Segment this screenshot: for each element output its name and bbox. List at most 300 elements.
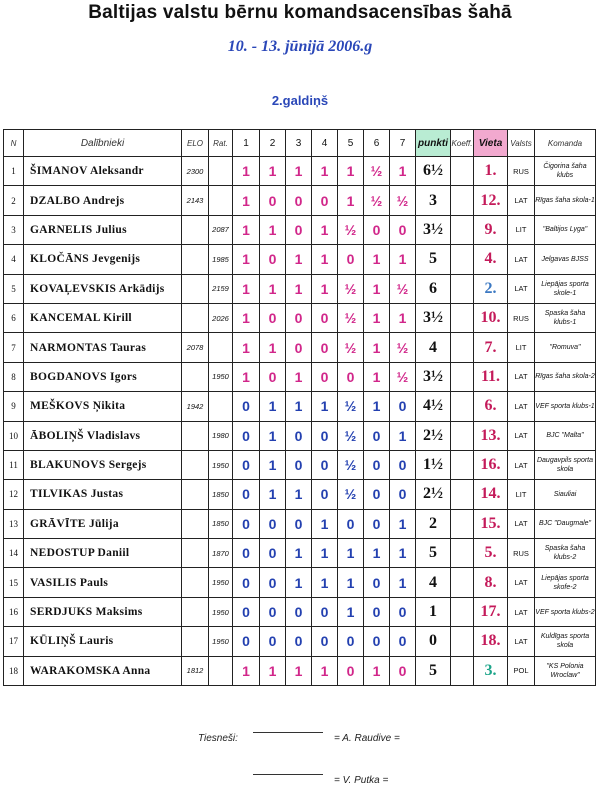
player-rating: 1950 xyxy=(209,597,233,626)
player-rating: 1850 xyxy=(209,480,233,509)
header-n: N xyxy=(4,130,24,157)
signature-line-2 xyxy=(253,774,323,775)
round-4-result: 0 xyxy=(312,450,338,479)
player-koef xyxy=(451,333,474,362)
header-round-5: 5 xyxy=(338,130,364,157)
player-elo xyxy=(182,362,209,391)
round-5-result: 1 xyxy=(338,568,364,597)
round-2-result: 1 xyxy=(260,421,286,450)
player-number: 12 xyxy=(4,480,24,509)
player-country: RUS xyxy=(508,539,535,568)
header-round-1: 1 xyxy=(233,130,260,157)
player-koef xyxy=(451,215,474,244)
player-country: LAT xyxy=(508,274,535,303)
round-7-result: 1 xyxy=(390,509,416,538)
round-1-result: 1 xyxy=(233,303,260,332)
player-country: LAT xyxy=(508,450,535,479)
player-name: ĀBOLIŅŠ Vladislavs xyxy=(24,421,182,450)
header-club: Komanda xyxy=(535,130,596,157)
player-name: TILVIKAS Justas xyxy=(24,480,182,509)
header-round-6: 6 xyxy=(364,130,390,157)
player-name: VASILIS Pauls xyxy=(24,568,182,597)
player-points: 5 xyxy=(416,539,451,568)
player-number: 11 xyxy=(4,450,24,479)
player-number: 5 xyxy=(4,274,24,303)
round-6-result: 0 xyxy=(364,215,390,244)
player-place: 11. xyxy=(474,362,508,391)
player-points: 0 xyxy=(416,627,451,656)
round-4-result: 0 xyxy=(312,480,338,509)
judge-1: = A. Raudive = xyxy=(334,733,400,744)
player-rating: 2159 xyxy=(209,274,233,303)
round-1-result: 0 xyxy=(233,450,260,479)
player-club: BJC "Daugmale" xyxy=(535,509,596,538)
round-6-result: 0 xyxy=(364,627,390,656)
player-place: 12. xyxy=(474,186,508,215)
player-club: Jelgavas BJSS xyxy=(535,245,596,274)
player-elo xyxy=(182,539,209,568)
round-5-result: 0 xyxy=(338,627,364,656)
round-3-result: 1 xyxy=(286,157,312,186)
round-3-result: 0 xyxy=(286,333,312,362)
round-1-result: 1 xyxy=(233,362,260,391)
player-rating: 1985 xyxy=(209,245,233,274)
header-place: Vieta xyxy=(474,130,508,157)
player-club: Kuldīgas sporta skola xyxy=(535,627,596,656)
player-name: KANCEMAL Kirill xyxy=(24,303,182,332)
player-number: 1 xyxy=(4,157,24,186)
player-place: 2. xyxy=(474,274,508,303)
player-country: LAT xyxy=(508,627,535,656)
player-country: LAT xyxy=(508,597,535,626)
round-3-result: 0 xyxy=(286,450,312,479)
round-3-result: 0 xyxy=(286,186,312,215)
round-7-result: 0 xyxy=(390,392,416,421)
round-4-result: 0 xyxy=(312,333,338,362)
round-7-result: 1 xyxy=(390,157,416,186)
player-rating: 2087 xyxy=(209,215,233,244)
player-points: 2½ xyxy=(416,421,451,450)
player-points: 4 xyxy=(416,568,451,597)
player-name: DZALBO Andrejs xyxy=(24,186,182,215)
round-6-result: 1 xyxy=(364,362,390,391)
round-4-result: 0 xyxy=(312,421,338,450)
round-3-result: 1 xyxy=(286,539,312,568)
round-5-result: ½ xyxy=(338,333,364,362)
player-row xyxy=(4,539,596,568)
round-1-result: 0 xyxy=(233,539,260,568)
player-row xyxy=(4,157,596,186)
player-row xyxy=(4,568,596,597)
round-5-result: ½ xyxy=(338,421,364,450)
player-row xyxy=(4,333,596,362)
player-place: 15. xyxy=(474,509,508,538)
round-4-result: 0 xyxy=(312,597,338,626)
round-2-result: 1 xyxy=(260,157,286,186)
round-1-result: 1 xyxy=(233,656,260,685)
board-label: 2.galdiņš xyxy=(271,93,329,108)
round-5-result: 0 xyxy=(338,362,364,391)
round-3-result: 1 xyxy=(286,480,312,509)
round-1-result: 1 xyxy=(233,215,260,244)
player-club: Liepājas sporta skole-1 xyxy=(535,274,596,303)
round-3-result: 1 xyxy=(286,274,312,303)
player-koef xyxy=(451,568,474,597)
player-country: LAT xyxy=(508,186,535,215)
player-name: NARMONTAS Tauras xyxy=(24,333,182,362)
player-club: "Baltijos Lyga" xyxy=(535,215,596,244)
player-number: 10 xyxy=(4,421,24,450)
round-3-result: 0 xyxy=(286,421,312,450)
round-1-result: 1 xyxy=(233,186,260,215)
header-koef: Koeff. xyxy=(451,130,474,157)
round-6-result: 1 xyxy=(364,539,390,568)
round-6-result: 0 xyxy=(364,509,390,538)
round-4-result: 1 xyxy=(312,568,338,597)
player-country: LAT xyxy=(508,568,535,597)
round-6-result: 0 xyxy=(364,568,390,597)
player-place: 16. xyxy=(474,450,508,479)
player-points: 2 xyxy=(416,509,451,538)
player-row xyxy=(4,480,596,509)
round-3-result: 1 xyxy=(286,362,312,391)
player-name: GARNELIS Julius xyxy=(24,215,182,244)
player-koef xyxy=(451,480,474,509)
player-name: SERDJUKS Maksims xyxy=(24,597,182,626)
round-7-result: 0 xyxy=(390,450,416,479)
player-row xyxy=(4,656,596,685)
player-club: "Romuva" xyxy=(535,333,596,362)
player-place: 5. xyxy=(474,539,508,568)
player-club: "KS Polonia Wroclaw" xyxy=(535,656,596,685)
player-place: 7. xyxy=(474,333,508,362)
player-row xyxy=(4,303,596,332)
player-elo: 2143 xyxy=(182,186,209,215)
round-6-result: 1 xyxy=(364,392,390,421)
player-place: 13. xyxy=(474,421,508,450)
player-points: 1 xyxy=(416,597,451,626)
player-number: 18 xyxy=(4,656,24,685)
player-number: 7 xyxy=(4,333,24,362)
player-number: 4 xyxy=(4,245,24,274)
player-points: 4½ xyxy=(416,392,451,421)
round-1-result: 0 xyxy=(233,421,260,450)
round-3-result: 0 xyxy=(286,303,312,332)
player-koef xyxy=(451,627,474,656)
player-elo xyxy=(182,215,209,244)
player-place: 10. xyxy=(474,303,508,332)
player-row xyxy=(4,509,596,538)
round-6-result: 1 xyxy=(364,274,390,303)
player-place: 1. xyxy=(474,157,508,186)
player-name: KOVAĻEVSKIS Arkādijs xyxy=(24,274,182,303)
player-number: 6 xyxy=(4,303,24,332)
player-club: Siauliai xyxy=(535,480,596,509)
player-name: MEŠKOVS Ņikita xyxy=(24,392,182,421)
player-points: 4 xyxy=(416,333,451,362)
round-4-result: 1 xyxy=(312,245,338,274)
round-6-result: 1 xyxy=(364,333,390,362)
player-row xyxy=(4,274,596,303)
round-2-result: 0 xyxy=(260,568,286,597)
round-5-result: 1 xyxy=(338,597,364,626)
player-rating: 1950 xyxy=(209,362,233,391)
player-place: 18. xyxy=(474,627,508,656)
player-place: 4. xyxy=(474,245,508,274)
player-place: 6. xyxy=(474,392,508,421)
player-points: 3½ xyxy=(416,215,451,244)
round-2-result: 0 xyxy=(260,539,286,568)
round-2-result: 1 xyxy=(260,215,286,244)
player-number: 3 xyxy=(4,215,24,244)
round-1-result: 1 xyxy=(233,333,260,362)
judge-2: = V. Putka = xyxy=(334,775,389,786)
player-club: Rīgas šaha skola-2 xyxy=(535,362,596,391)
round-4-result: 1 xyxy=(312,392,338,421)
round-3-result: 1 xyxy=(286,392,312,421)
round-7-result: 0 xyxy=(390,215,416,244)
header-row xyxy=(4,130,596,157)
player-row xyxy=(4,245,596,274)
round-3-result: 0 xyxy=(286,509,312,538)
round-1-result: 1 xyxy=(233,245,260,274)
player-row xyxy=(4,627,596,656)
player-country: LIT xyxy=(508,333,535,362)
round-1-result: 1 xyxy=(233,274,260,303)
player-name: KŪLIŅŠ Lauris xyxy=(24,627,182,656)
player-koef xyxy=(451,157,474,186)
round-4-result: 1 xyxy=(312,509,338,538)
player-row xyxy=(4,215,596,244)
round-6-result: 0 xyxy=(364,597,390,626)
date-subtitle: 10. - 13. jūnijā 2006.g xyxy=(227,38,373,55)
player-club: Spaska šaha klubs-2 xyxy=(535,539,596,568)
player-place: 8. xyxy=(474,568,508,597)
round-1-result: 0 xyxy=(233,392,260,421)
player-row xyxy=(4,186,596,215)
round-2-result: 1 xyxy=(260,392,286,421)
player-elo xyxy=(182,303,209,332)
player-elo: 1812 xyxy=(182,656,209,685)
player-points: 2½ xyxy=(416,480,451,509)
round-5-result: ½ xyxy=(338,274,364,303)
round-1-result: 0 xyxy=(233,509,260,538)
player-number: 2 xyxy=(4,186,24,215)
player-row xyxy=(4,362,596,391)
player-koef xyxy=(451,186,474,215)
player-number: 14 xyxy=(4,539,24,568)
round-3-result: 0 xyxy=(286,627,312,656)
round-6-result: 1 xyxy=(364,245,390,274)
player-elo xyxy=(182,627,209,656)
player-country: LAT xyxy=(508,509,535,538)
round-5-result: ½ xyxy=(338,392,364,421)
round-6-result: 0 xyxy=(364,480,390,509)
round-7-result: ½ xyxy=(390,333,416,362)
round-2-result: 0 xyxy=(260,303,286,332)
round-2-result: 1 xyxy=(260,333,286,362)
round-2-result: 0 xyxy=(260,627,286,656)
player-rating: 1850 xyxy=(209,509,233,538)
player-points: 5 xyxy=(416,245,451,274)
round-5-result: ½ xyxy=(338,480,364,509)
player-points: 1½ xyxy=(416,450,451,479)
player-points: 3½ xyxy=(416,362,451,391)
round-1-result: 1 xyxy=(233,157,260,186)
signature-line-1 xyxy=(253,732,323,733)
round-7-result: 1 xyxy=(390,539,416,568)
round-4-result: 1 xyxy=(312,215,338,244)
round-5-result: 0 xyxy=(338,509,364,538)
round-5-result: 1 xyxy=(338,539,364,568)
round-7-result: 1 xyxy=(390,245,416,274)
player-koef xyxy=(451,392,474,421)
round-2-result: 1 xyxy=(260,274,286,303)
player-koef xyxy=(451,303,474,332)
player-points: 3 xyxy=(416,186,451,215)
player-country: RUS xyxy=(508,157,535,186)
round-7-result: 0 xyxy=(390,656,416,685)
player-koef xyxy=(451,450,474,479)
round-6-result: 0 xyxy=(364,450,390,479)
player-koef xyxy=(451,539,474,568)
player-points: 3½ xyxy=(416,303,451,332)
player-row xyxy=(4,450,596,479)
round-5-result: ½ xyxy=(338,450,364,479)
round-3-result: 1 xyxy=(286,656,312,685)
player-name: NEDOSTUP Daniil xyxy=(24,539,182,568)
round-1-result: 0 xyxy=(233,627,260,656)
round-2-result: 0 xyxy=(260,362,286,391)
round-6-result: 1 xyxy=(364,656,390,685)
round-5-result: 1 xyxy=(338,157,364,186)
header-elo: ELO xyxy=(182,130,209,157)
player-club: Spaska šaha klubs-1 xyxy=(535,303,596,332)
player-country: LAT xyxy=(508,245,535,274)
round-4-result: 0 xyxy=(312,186,338,215)
page-title: Baltijas valstu bērnu komandsacensības šahā xyxy=(88,2,512,23)
player-club: BJC "Malta" xyxy=(535,421,596,450)
round-5-result: 1 xyxy=(338,186,364,215)
player-rating: 2026 xyxy=(209,303,233,332)
player-rating: 1980 xyxy=(209,421,233,450)
player-country: LIT xyxy=(508,215,535,244)
player-number: 8 xyxy=(4,362,24,391)
round-7-result: ½ xyxy=(390,186,416,215)
player-club: Čigorina šaha klubs xyxy=(535,157,596,186)
player-place: 9. xyxy=(474,215,508,244)
header-valsts: Valsts xyxy=(508,130,535,157)
round-3-result: 1 xyxy=(286,568,312,597)
player-rating: 1950 xyxy=(209,568,233,597)
judges-label: Tiesneši: xyxy=(198,733,238,744)
player-points: 5 xyxy=(416,656,451,685)
round-4-result: 1 xyxy=(312,539,338,568)
player-elo: 1942 xyxy=(182,392,209,421)
round-7-result: 0 xyxy=(390,597,416,626)
round-7-result: 1 xyxy=(390,303,416,332)
header-name: Dalībnieki xyxy=(24,130,182,157)
player-koef xyxy=(451,597,474,626)
player-name: WARAKOMSKA Anna xyxy=(24,656,182,685)
player-name: BOGDANOVS Igors xyxy=(24,362,182,391)
player-club: Rīgas šaha skola-1 xyxy=(535,186,596,215)
player-elo xyxy=(182,568,209,597)
header-round-2: 2 xyxy=(260,130,286,157)
round-3-result: 1 xyxy=(286,245,312,274)
player-elo xyxy=(182,245,209,274)
player-country: LAT xyxy=(508,362,535,391)
player-club: Daugavpils sporta skola xyxy=(535,450,596,479)
player-place: 3. xyxy=(474,656,508,685)
header-round-3: 3 xyxy=(286,130,312,157)
player-elo xyxy=(182,597,209,626)
player-country: RUS xyxy=(508,303,535,332)
player-rating xyxy=(209,157,233,186)
player-elo xyxy=(182,480,209,509)
header-round-7: 7 xyxy=(390,130,416,157)
player-koef xyxy=(451,656,474,685)
player-elo xyxy=(182,274,209,303)
header-rat: Rat. xyxy=(209,130,233,157)
player-koef xyxy=(451,274,474,303)
header-points: punkti xyxy=(416,130,451,157)
round-5-result: ½ xyxy=(338,215,364,244)
player-row xyxy=(4,392,596,421)
round-6-result: 1 xyxy=(364,303,390,332)
player-club: VEF sporta klubs-1 xyxy=(535,392,596,421)
round-4-result: 0 xyxy=(312,627,338,656)
round-5-result: 0 xyxy=(338,656,364,685)
player-name: KLOČĀNS Jevgenijs xyxy=(24,245,182,274)
round-4-result: 1 xyxy=(312,157,338,186)
round-1-result: 0 xyxy=(233,568,260,597)
header-round-4: 4 xyxy=(312,130,338,157)
player-number: 17 xyxy=(4,627,24,656)
round-7-result: 0 xyxy=(390,627,416,656)
round-7-result: 1 xyxy=(390,568,416,597)
round-6-result: ½ xyxy=(364,157,390,186)
player-number: 9 xyxy=(4,392,24,421)
player-koef xyxy=(451,245,474,274)
round-5-result: 0 xyxy=(338,245,364,274)
player-koef xyxy=(451,421,474,450)
round-4-result: 0 xyxy=(312,303,338,332)
player-rating: 1950 xyxy=(209,627,233,656)
player-rating xyxy=(209,392,233,421)
results-table xyxy=(3,129,596,686)
round-2-result: 1 xyxy=(260,656,286,685)
player-name: GRĀVĪTE Jūlija xyxy=(24,509,182,538)
player-rating xyxy=(209,656,233,685)
player-points: 6½ xyxy=(416,157,451,186)
round-6-result: 0 xyxy=(364,421,390,450)
player-elo xyxy=(182,421,209,450)
player-place: 14. xyxy=(474,480,508,509)
player-number: 15 xyxy=(4,568,24,597)
round-7-result: ½ xyxy=(390,274,416,303)
results-body xyxy=(4,157,596,686)
round-4-result: 0 xyxy=(312,362,338,391)
player-elo xyxy=(182,450,209,479)
round-3-result: 0 xyxy=(286,597,312,626)
player-country: LAT xyxy=(508,421,535,450)
round-4-result: 1 xyxy=(312,656,338,685)
player-elo: 2300 xyxy=(182,157,209,186)
round-2-result: 0 xyxy=(260,509,286,538)
round-2-result: 0 xyxy=(260,597,286,626)
player-elo xyxy=(182,509,209,538)
